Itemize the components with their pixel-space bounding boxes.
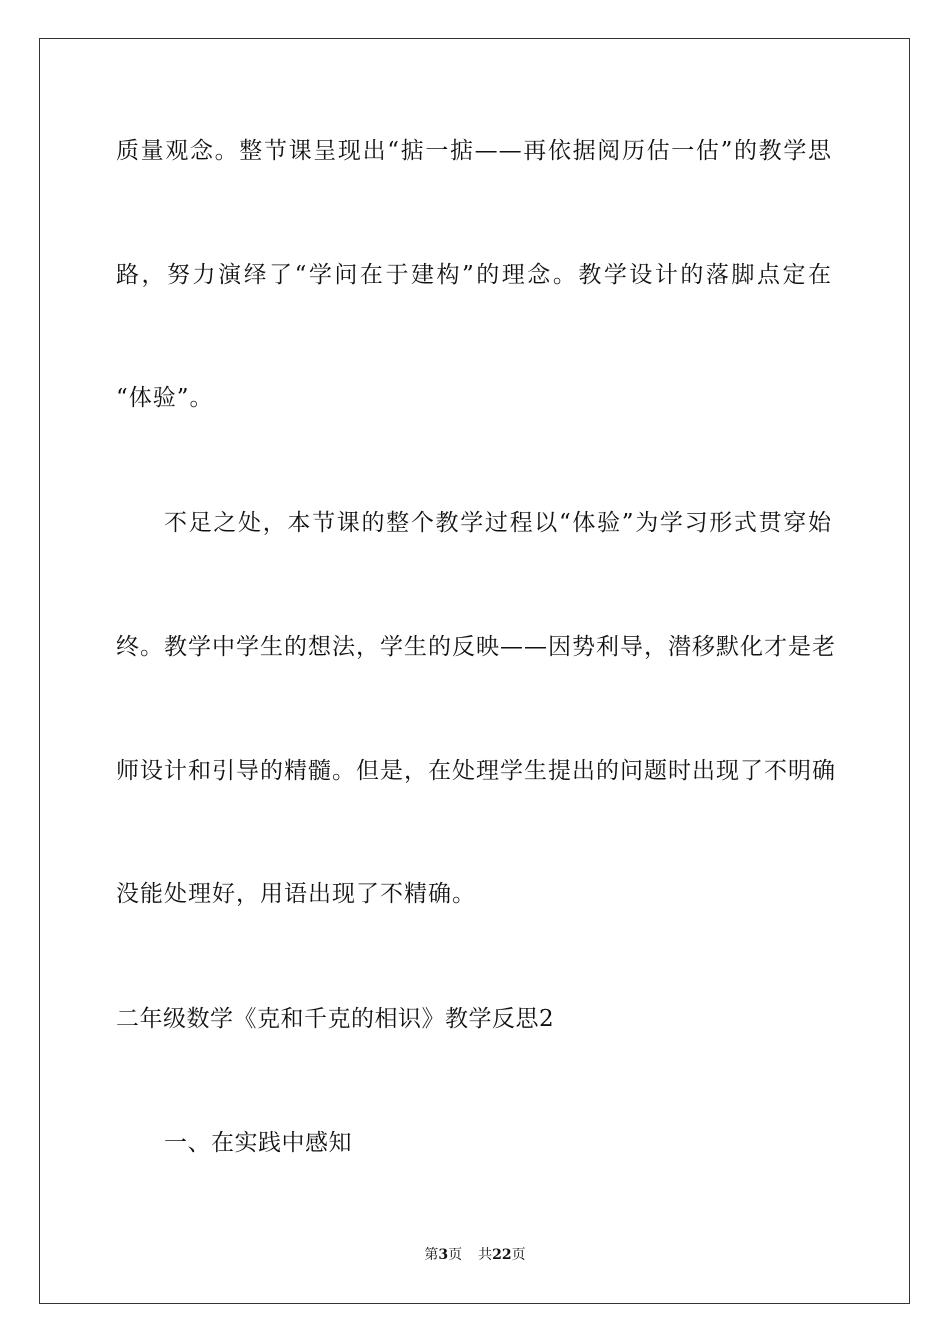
paragraph-line: “体验”。 — [116, 385, 214, 411]
page-current: 3 — [438, 1247, 449, 1263]
section-title: 二年级数学《克和千克的相识》教学反思2 — [116, 1006, 555, 1032]
page-suffix: 页 — [448, 1247, 463, 1263]
paragraph-line: 终。教学中学生的想法，学生的反映——因势利导，潜移默化才是老 — [116, 634, 836, 660]
paragraph-line: 路，努力演绎了“学问在于建构”的理念。教学设计的落脚点定在 — [116, 262, 832, 288]
page-footer — [0, 1245, 950, 1265]
paragraph-line: 师设计和引导的精髓。但是，在处理学生提出的问题时出现了不明确 — [116, 758, 836, 784]
page-prefix: 第 — [424, 1247, 439, 1263]
paragraph-line: 没能处理好，用语出现了不精确。 — [116, 881, 476, 907]
paragraph-line: 质量观念。整节课呈现出“掂一掂——再依据阅历估一估”的教学思 — [116, 138, 832, 164]
total-suffix: 页 — [511, 1247, 526, 1263]
page-border — [39, 38, 910, 1304]
subsection-title: 一、在实践中感知 — [164, 1130, 352, 1156]
paragraph-line: 不足之处，本节课的整个教学过程以“体验”为学习形式贯穿始 — [164, 510, 832, 536]
total-prefix: 共 — [478, 1247, 493, 1263]
page-total: 22 — [492, 1247, 512, 1263]
